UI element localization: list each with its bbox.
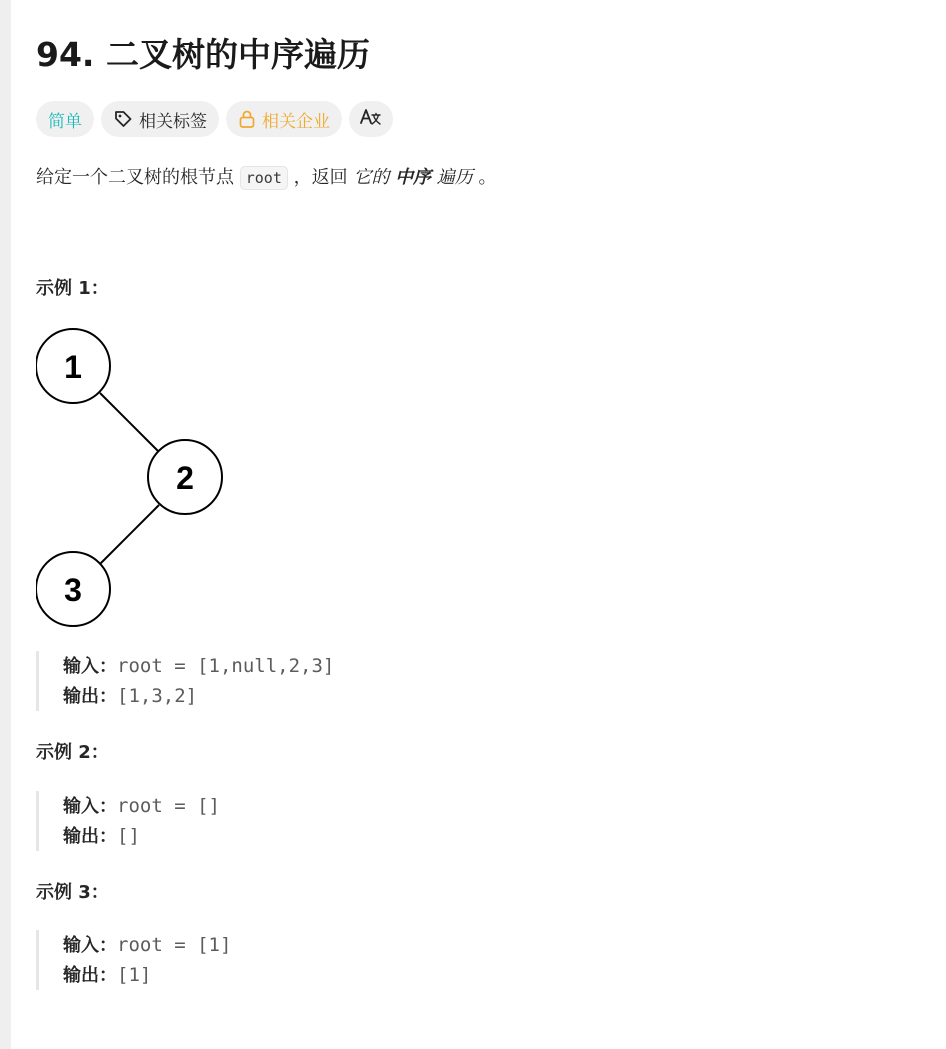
example-1-input-line <box>63 651 334 681</box>
input-value: root = [] <box>117 795 220 817</box>
problem-title: 94. 二叉树的中序遍历 <box>36 35 370 74</box>
translate-button[interactable] <box>349 101 393 137</box>
tree-edge-2-3 <box>100 505 159 564</box>
example-3-heading: 示例 3： <box>36 882 109 903</box>
inline-code-root: root <box>240 166 288 190</box>
tree-edge-1-2 <box>100 393 159 452</box>
example-2-io <box>36 791 220 851</box>
lock-icon <box>238 109 256 129</box>
example-1-output-line <box>63 681 334 711</box>
desc-text-1: 给定一个二叉树的根节点 <box>36 167 234 188</box>
output-value: [1] <box>117 964 152 986</box>
output-label: 输出： <box>63 965 117 986</box>
related-companies-button[interactable] <box>226 101 342 137</box>
example-3-io <box>36 930 231 990</box>
input-value: root = [1] <box>117 934 232 956</box>
tree-node-label-2: 2 <box>176 460 194 496</box>
related-topics-button[interactable] <box>101 101 219 137</box>
tag-bar <box>36 101 393 137</box>
input-label: 输入： <box>63 796 117 817</box>
difficulty-label: 简单 <box>48 111 82 132</box>
output-label: 输出： <box>63 826 117 847</box>
example-3-input-line <box>63 930 231 960</box>
example-2-input-line <box>63 791 220 821</box>
related-companies-label: 相关企业 <box>262 111 330 132</box>
example-2-output-line <box>63 821 220 851</box>
example-1-io <box>36 651 334 711</box>
example-2-heading: 示例 2： <box>36 742 109 763</box>
desc-em-1: 它的 <box>353 167 390 188</box>
left-rail <box>0 0 11 1049</box>
problem-description <box>36 161 497 195</box>
input-label: 输入： <box>63 935 117 956</box>
input-value: root = [1,null,2,3] <box>117 655 335 677</box>
related-topics-label: 相关标签 <box>139 111 207 132</box>
output-value: [] <box>117 825 140 847</box>
example-1-heading: 示例 1： <box>36 278 109 299</box>
translate-icon <box>359 106 383 133</box>
tree-node-label-3: 3 <box>64 572 82 608</box>
desc-text-2: ，返回 <box>293 167 348 188</box>
difficulty-badge[interactable] <box>36 101 94 137</box>
input-label: 输入： <box>63 656 117 677</box>
tag-icon <box>113 109 133 129</box>
output-value: [1,3,2] <box>117 685 198 707</box>
desc-em-2: 遍历 <box>436 167 473 188</box>
example-1-tree-diagram <box>36 323 236 633</box>
desc-strong: 中序 <box>395 167 432 188</box>
example-3-output-line <box>63 960 231 990</box>
output-label: 输出： <box>63 686 117 707</box>
desc-text-3: 。 <box>478 167 497 188</box>
tree-node-label-1: 1 <box>64 349 82 385</box>
